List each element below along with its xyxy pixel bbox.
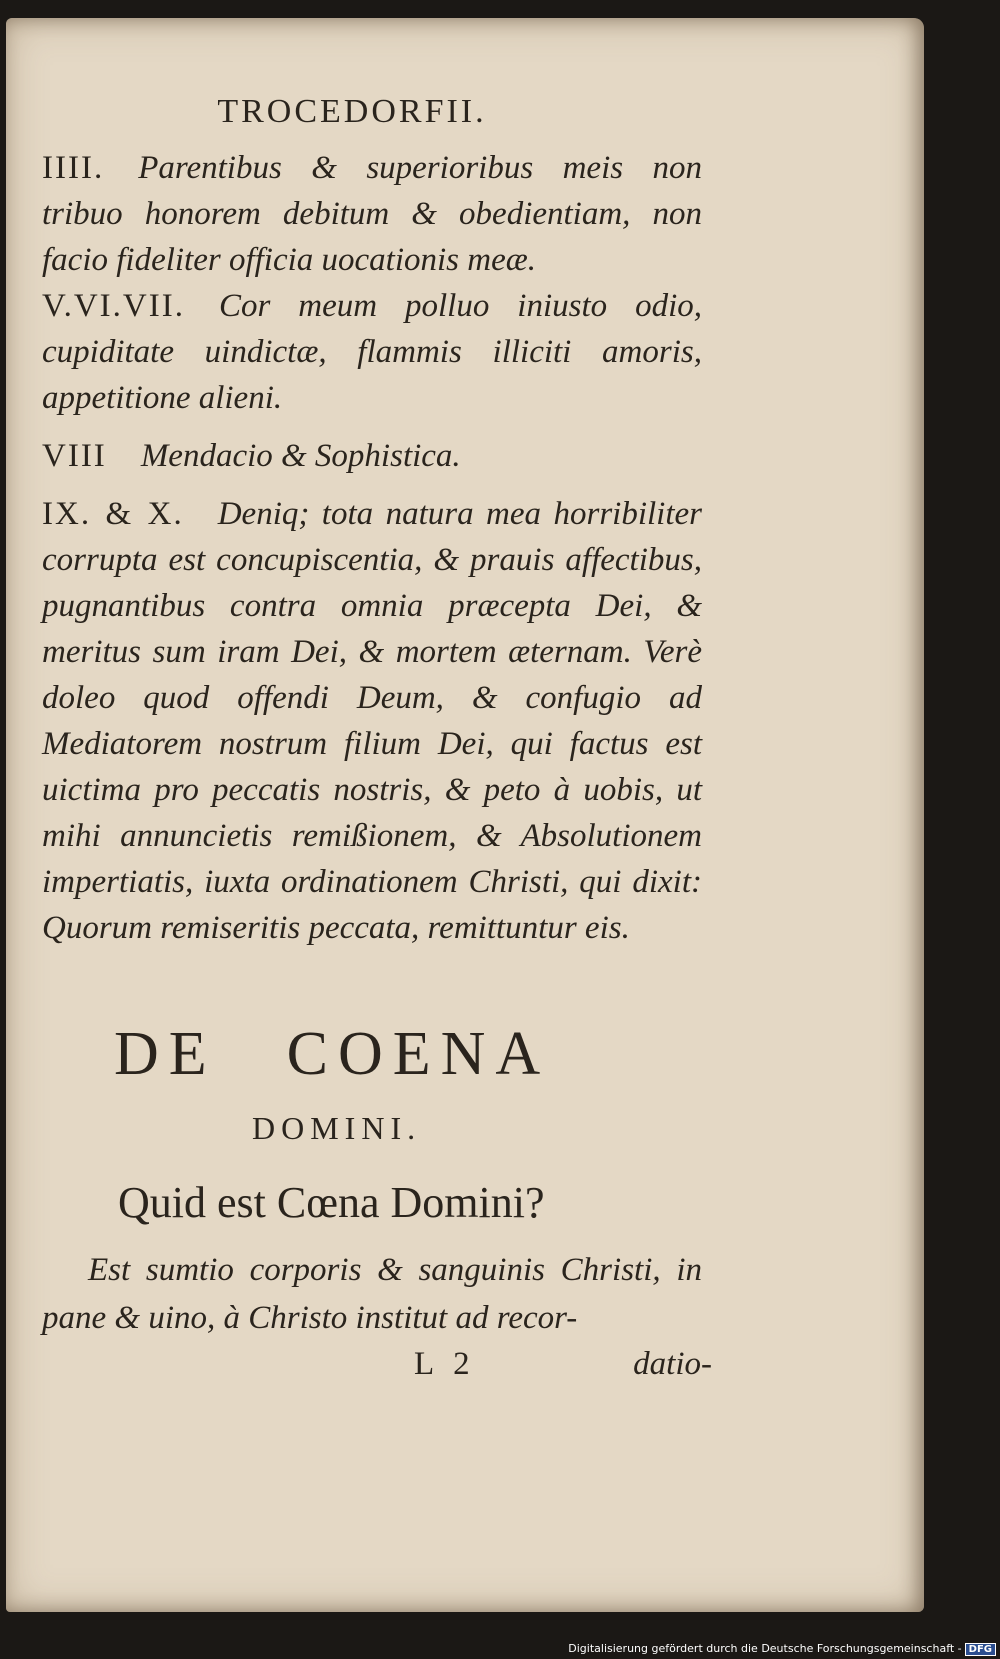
paragraph-commandment-8 (42, 433, 702, 479)
paragraph-commandment-5-7 (42, 283, 702, 421)
paragraph-text: Parentibus & superioribus meis non tribuo honorem debitum & obedientiam, non facio fideliter officia uocationis meæ. (42, 150, 702, 278)
section-heading (114, 1019, 702, 1090)
book-page (6, 18, 924, 1612)
paragraph-text: Mendacio & Sophistica. (140, 438, 461, 474)
paragraph-text: Deniq; tota natura mea horribiliter corrupta est concupiscentia, & prauis affectibus, pugnantibus contra omnia præcepta Dei, & meritus sum iram Dei, & mortem æternam. Verè doleo quod offendi Deum, & confugio ad Mediatorem nostrum filium Dei, qui factus est uictima pro peccatis nostris, & peto à uobis, ut mihi annuncietis remißionem, & Absolutionem impertiatis, iuxta ordinationem Christi, qui dixit: Quorum remiseritis peccata, remittuntur eis. (42, 496, 702, 946)
section-heading-word: DE (114, 1020, 217, 1088)
answer-text: Est sumtio corporis & sanguinis Christi, in pane & uino, à Christo institut ad recor- (42, 1252, 702, 1336)
credit-text: Digitalisierung gefördert durch die Deutsche Forschungsgemeinschaft - (568, 1642, 962, 1655)
section-heading-word: COENA (286, 1020, 551, 1088)
paragraph-commandment-9-10 (42, 491, 702, 951)
catchword: datio- (633, 1346, 712, 1382)
dfg-logo: DFG (965, 1643, 996, 1656)
page-footer (42, 1346, 712, 1390)
paragraph-text: Cor meum polluo iniusto odio, cupiditate uindictæ, flammis illiciti amoris, appetitione alieni. (42, 288, 702, 416)
question-heading: Quid est Cœna Domini? (118, 1178, 545, 1227)
signature-mark: L 2 (414, 1346, 476, 1382)
commandment-number: V.VI.VII. (42, 288, 185, 324)
commandment-number: IIII. (42, 150, 105, 186)
paragraph-commandment-4 (42, 145, 702, 283)
section-subheading: DOMINI. (252, 1110, 422, 1146)
answer-paragraph (42, 1246, 702, 1342)
digitization-credit (568, 1642, 996, 1656)
running-head: TROCEDORFII. (217, 93, 487, 130)
commandment-number: IX. & X. (42, 496, 184, 532)
page-text-block (42, 93, 712, 1390)
commandment-number: VIII (42, 438, 107, 474)
